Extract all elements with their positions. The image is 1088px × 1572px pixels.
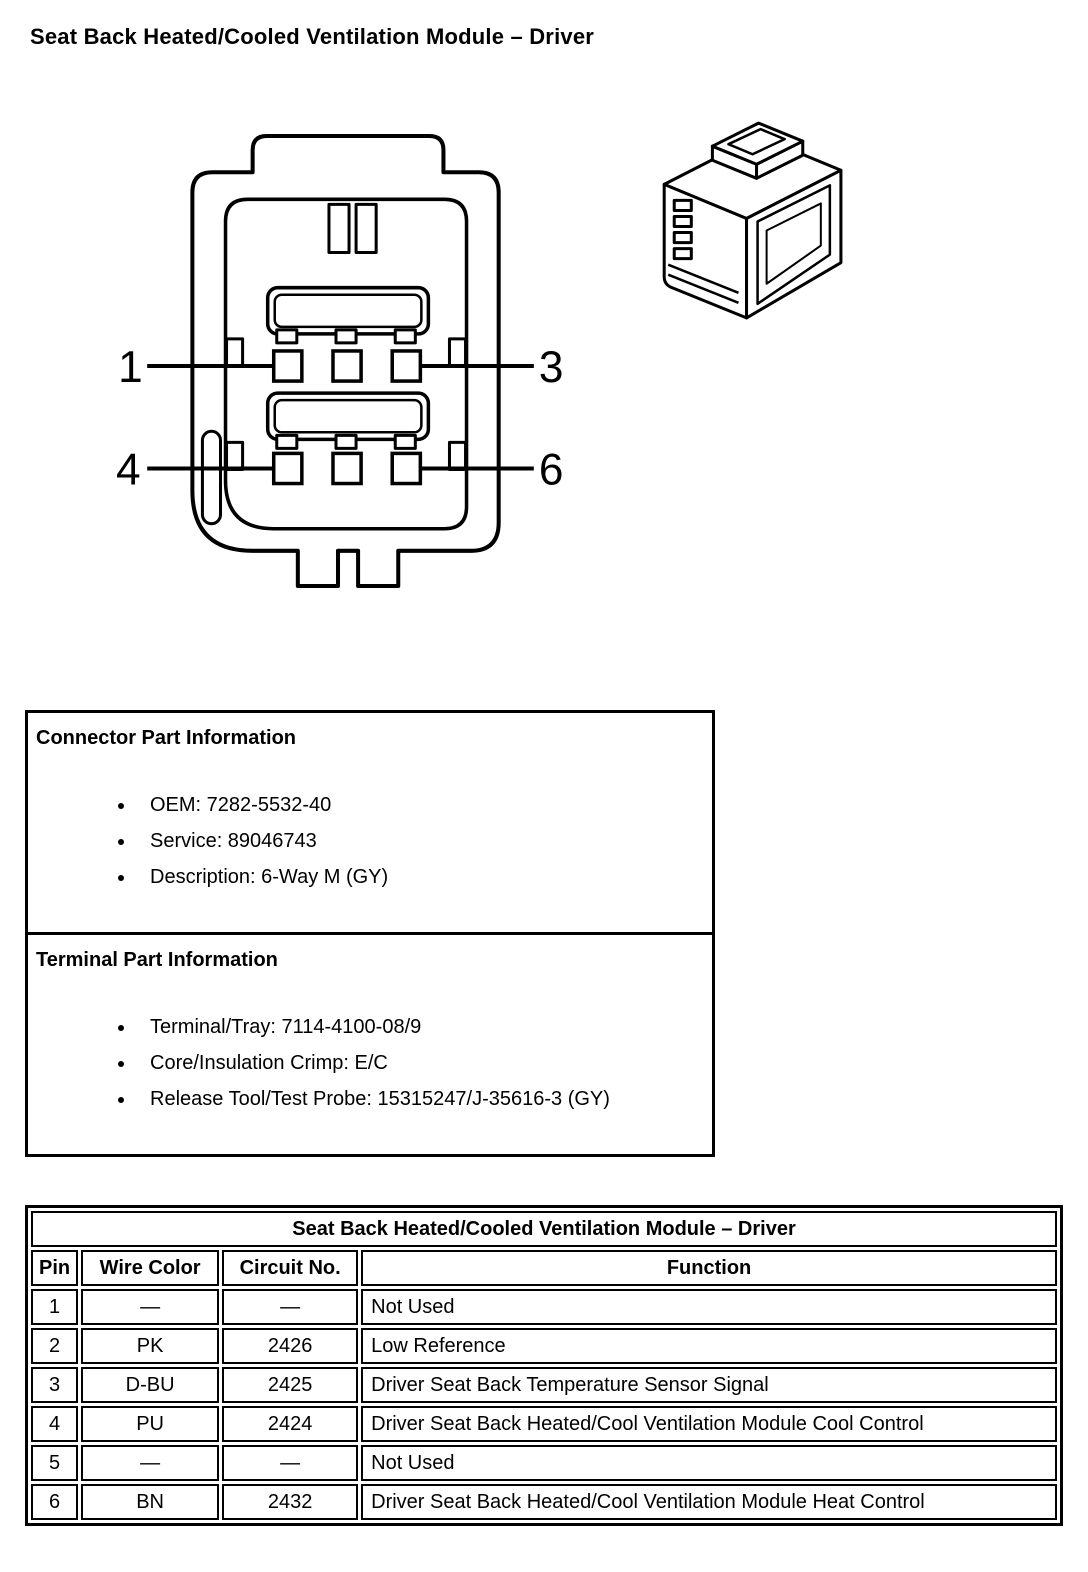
cavity-tab [336,330,356,343]
cell-pin: 5 [31,1445,78,1481]
cell-pin: 4 [31,1406,78,1442]
connector-part-info-heading: Connector Part Information [36,727,297,749]
column-header-circuit-no: Circuit No. [222,1250,358,1286]
table-header-row [31,1250,1057,1286]
cavity-slot-top-inner [275,295,422,327]
pin-6-terminal [392,453,420,483]
page-title: Seat Back Heated/Cooled Ventilation Module – Driver [30,24,595,49]
pin-1-terminal [274,351,302,381]
cell-circuit-no: 2425 [222,1367,358,1403]
terminal-part-info-list [136,1016,702,1111]
side-slot [202,431,220,523]
cell-function: Not Used [361,1445,1057,1481]
terminal-part-info-heading: Terminal Part Information [36,949,278,971]
cell-wire-color: — [81,1445,219,1481]
info-item-oem: • OEM: 7282-5532-40 [136,794,702,817]
table-row [31,1328,1057,1364]
pin-3-terminal [392,351,420,381]
pinout-table-title: Seat Back Heated/Cooled Ventilation Module – Driver [31,1211,1057,1247]
connector-part-info-list [136,794,702,889]
cavity-tab [277,435,297,448]
table-row [31,1367,1057,1403]
info-item-service: • Service: 89046743 [136,830,702,853]
pin-label-4: 4 [116,445,141,495]
cell-wire-color: PK [81,1328,219,1364]
cell-wire-color: — [81,1289,219,1325]
cell-pin: 1 [31,1289,78,1325]
cell-function: Not Used [361,1289,1057,1325]
column-header-pin: Pin [31,1250,78,1286]
cavity-tab [395,435,415,448]
cell-circuit-no: — [222,1289,358,1325]
terminal-slot [674,249,691,259]
cell-function: Driver Seat Back Temperature Sensor Signal [361,1367,1057,1403]
cell-wire-color: PU [81,1406,219,1442]
wall-notch [227,339,243,366]
cell-circuit-no: — [222,1445,358,1481]
pin-5-terminal [333,453,361,483]
table-row [31,1445,1057,1481]
info-item-description: • Description: 6-Way M (GY) [136,866,702,889]
cell-function: Driver Seat Back Heated/Cool Ventilation Module Heat Control [361,1484,1057,1520]
info-item-crimp: • Core/Insulation Crimp: E/C [136,1052,702,1075]
cell-pin: 3 [31,1367,78,1403]
cell-wire-color: BN [81,1484,219,1520]
table-row [31,1289,1057,1325]
wall-notch [227,442,243,469]
cell-pin: 2 [31,1328,78,1364]
table-row [31,1484,1057,1520]
key-slot [329,204,349,252]
cell-function: Driver Seat Back Heated/Cool Ventilation Module Cool Control [361,1406,1057,1442]
column-header-function: Function [361,1250,1057,1286]
info-item-release-tool: • Release Tool/Test Probe: 15315247/J-35616-3 (GY) [136,1088,702,1111]
terminal-slot [674,233,691,243]
terminal-slot [674,200,691,210]
cavity-tab [336,435,356,448]
pin-4-terminal [274,453,302,483]
pin-label-6: 6 [538,445,564,495]
info-item-terminal-tray: • Terminal/Tray: 7114-4100-08/9 [136,1016,702,1039]
cavity-tab [277,330,297,343]
connector-part-info-section [28,713,712,932]
connector-3d-view-diagram [616,104,862,340]
cavity-slot-bottom-inner [275,400,422,432]
cell-circuit-no: 2426 [222,1328,358,1364]
pin-label-1: 1 [118,343,143,393]
terminal-part-info-section [28,932,712,1154]
wall-notch [449,339,465,366]
key-slot [356,204,376,252]
terminal-slot [674,216,691,226]
table-title-row [31,1211,1057,1247]
column-header-wire-color: Wire Color [81,1250,219,1286]
cavity-tab [395,330,415,343]
pinout-table [25,1205,1063,1526]
table-row [31,1406,1057,1442]
cell-pin: 6 [31,1484,78,1520]
cell-circuit-no: 2424 [222,1406,358,1442]
cell-wire-color: D-BU [81,1367,219,1403]
pin-label-3: 3 [538,343,564,393]
connector-front-view-diagram [102,124,574,596]
part-information-box [25,710,715,1157]
cell-function: Low Reference [361,1328,1057,1364]
pin-2-terminal [333,351,361,381]
wall-notch [449,442,465,469]
cell-circuit-no: 2432 [222,1484,358,1520]
